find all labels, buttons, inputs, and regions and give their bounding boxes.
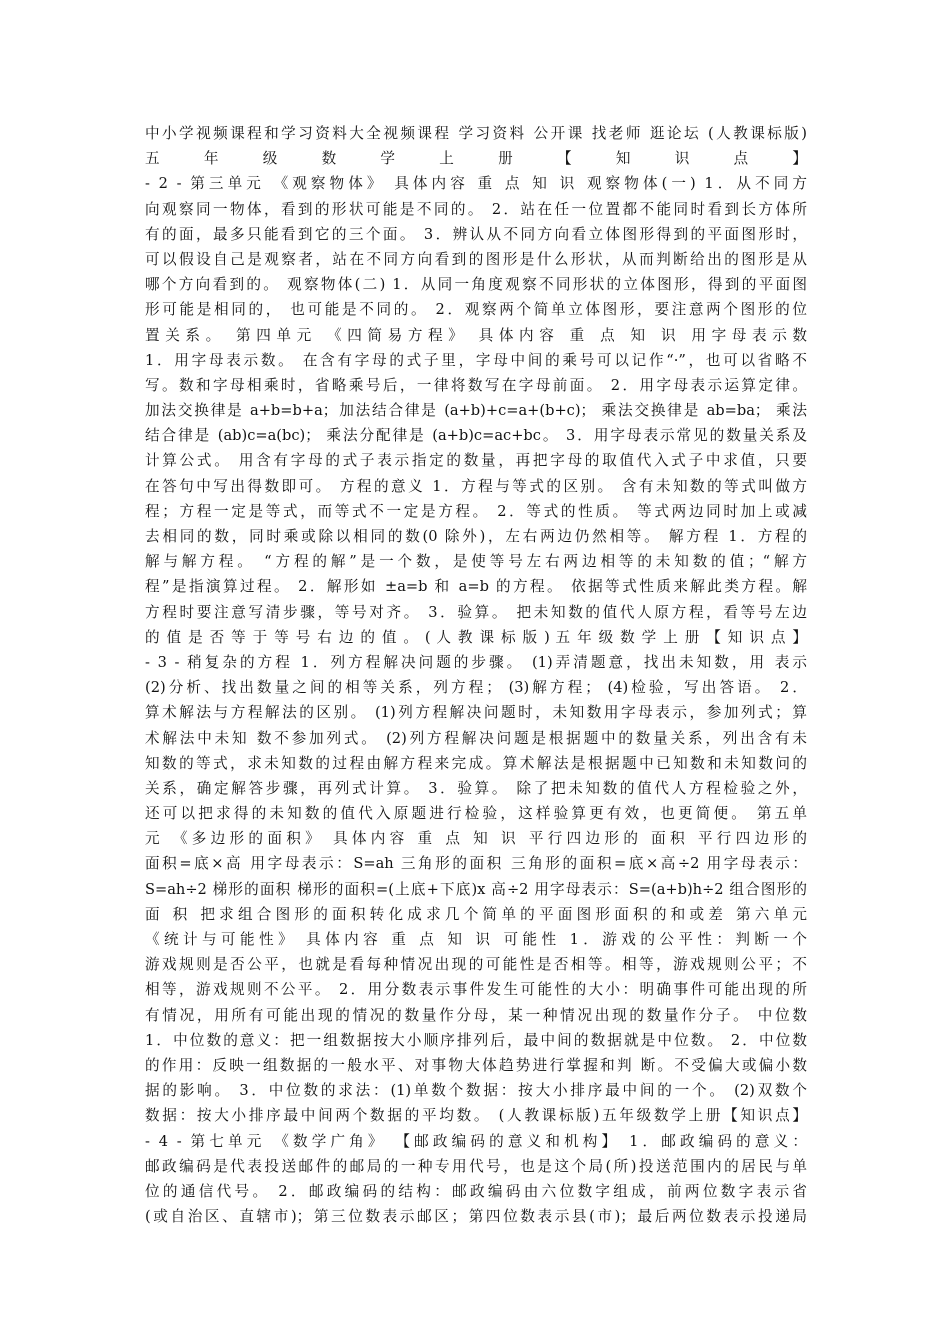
text-line: 中小学视频课程和学习资料大全视频课程 学习资料 公开课 找老师 逛论坛 (人教课标版) [145, 125, 807, 142]
text-line: 邮政编码是代表投送邮件的邮局的一种专用代号，也是这个局(所)投送范围内的居民与单 [145, 1157, 807, 1175]
text-line: 数据：按大小排序最中间两个数据的平均数。 (人教课标版)五年级数学上册【知识点】 [145, 1107, 807, 1125]
text-line: 术解法中未知 数不参加列式。 (2)列方程解决问题是根据题中的数量关系，列出含有未 [145, 729, 807, 747]
text-line: 1．用字母表示数。 在含有字母的式子里，字母中间的乘号可以记作“·”，也可以省略不 [145, 351, 807, 369]
text-line: (或自治区、直辖市)；第三位数表示邮区；第四位数表示县(市)；最后两位数表示投递局 [145, 1208, 807, 1226]
text-line: 面 积 把求组合图形的面积转化成求几个简单的平面图形面积的和或差 第六单元 [145, 905, 807, 923]
text-line: 相等，游戏规则不公平。 2．用分数表示事件发生可能性的大小：明确事件可能出现的所 [145, 981, 807, 999]
text-line: 置关系。 第四单元 《四简易方程》 具体内容 重 点 知 识 用字母表示数 [145, 326, 807, 344]
text-line: 知数的等式，求未知数的过程由解方程来完成。算术解法是根据题中已知数和未知数问的 [145, 754, 807, 772]
text-line: 的作用：反映一组数据的一般水平、对事物大体趋势进行掌握和判 断。不受偏大或偏小数 [145, 1056, 807, 1074]
text-line: 1．中位数的意义：把一组数据按大小顺序排列后，最中间的数据就是中位数。 2．中位数 [145, 1031, 807, 1049]
document-text-block [145, 121, 807, 1229]
text-line: - 4 - 第七单元 《数学广角》 【邮政编码的意义和机构】 1．邮政编码的意义： [145, 1132, 807, 1150]
text-line: - 2 - 第三单元 《观察物体》 具体内容 重 点 知 识 观察物体(一) 1．从不同方 [145, 175, 807, 193]
text-line: 的 值 是 否 等 于 等 号 右 边 的 值 。 ( 人 教 课 标 版 ) 五 年 级 数 学 上 册 【 知 识 点 】 [145, 628, 807, 646]
text-line: 向观察同一物体，看到的形状可能是不同的。 2．站在任一位置都不能同时看到长方体所 [145, 200, 807, 218]
text-line: 关系，确定解答步骤，再列式计算。 3．验算。 除了把未知数的值代人方程检验之外， [145, 779, 807, 797]
text-line: 加法交换律是 a+b=b+a；加法结合律是 (a+b)+c=a+(b+c)； 乘法交换律是 ab=ba； 乘法 [145, 402, 807, 420]
text-line: 算术解法与方程解法的区别。 (1)列方程解决问题时，未知数用字母表示，参加列式；算 [145, 704, 807, 722]
text-line: 计算公式。 用含有字母的式子表示指定的数量，再把字母的取值代入式子中求值，只要 [145, 452, 807, 470]
text-line: 位的通信代号。 2．邮政编码的结构：邮政编码由六位数字组成，前两位数字表示省 [145, 1182, 807, 1200]
text-line: 哪个方向看到的。 观察物体(二) 1．从同一角度观察不同形状的立体图形，得到的平面图 [145, 276, 807, 294]
text-line: 形可能是相同的， 也可能是不同的。 2．观察两个简单立体图形，要注意两个图形的位 [145, 301, 807, 319]
text-line: 写。数和字母相乘时，省略乘号后，一律将数写在字母前面。 2．用字母表示运算定律。 [145, 376, 807, 394]
text-line: 在答句中写出得数即可。 方程的意义 1．方程与等式的区别。 含有未知数的等式叫做方 [145, 477, 807, 495]
text-line: 结合律是 (ab)c=a(bc)； 乘法分配律是 (a+b)c=ac+bc。 3．用字母表示常见的数量关系及 [145, 427, 807, 445]
text-line: S=ah÷2 梯形的面积 梯形的面积=(上底+下底)x 高÷2 用字母表示：S=(a+b)h÷2 组合图形的 [145, 880, 807, 898]
text-line: 有的面，最多只能看到它的三个面。 3．辨认从不同方向看立体图形得到的平面图形时， [145, 225, 807, 243]
text-line: 有情况，用所有可能出现的情况的数量作分母，某一种情况出现的数量作分子。 中位数 [145, 1006, 807, 1024]
text-line: 面积=底×高 用字母表示：S=ah 三角形的面积 三角形的面积=底×高÷2 用字母表示： [145, 855, 807, 873]
text-line: (2)分析、找出数量之间的相等关系，列方程； (3)解方程； (4)检验，写出答语。 2． [145, 679, 807, 697]
text-line: 方程时要注意写清步骤，等号对齐。 3．验算。 把未知数的值代人原方程，看等号左边 [145, 603, 807, 621]
text-line: 五 年 级 数 学 上 册 【 知 识 点 】 [145, 150, 807, 168]
text-line: 去相同的数，同时乘或除以相同的数(0 除外)，左右两边仍然相等。 解方程 1．方程的 [145, 528, 807, 545]
text-line: 元 《多边形的面积》 具体内容 重 点 知 识 平行四边形的 面积 平行四边形的 [145, 830, 807, 848]
text-line: 还可以把求得的未知数的值代入原题进行检验，这样验算更有效，也更简便。 第五单 [145, 805, 807, 823]
text-line: 游戏规则是否公平，也就是看每种情况出现的可能性是否相等。相等，游戏规则公平；不 [145, 956, 807, 974]
text-line: 程”是指演算过程。 2．解形如 ±a=b 和 a=b 的方程。 依据等式性质来解此类方程。解 [145, 578, 807, 596]
text-line: 据的影响。 3．中位数的求法：(1)单数个数据：按大小排序最中间的一个。 (2)双数个 [145, 1082, 807, 1100]
text-line: 《统计与可能性》 具体内容 重 点 知 识 可能性 1．游戏的公平性：判断一个 [145, 931, 807, 948]
text-line: 可以假设自己是观察者，站在不同方向看到的图形是什么形状，从而判断给出的图形是从 [145, 250, 807, 268]
text-line: 程；方程一定是等式，而等式不一定是方程。 2．等式的性质。 等式两边同时加上或减 [145, 502, 807, 520]
text-line: 解与解方程。 “方程的解”是一个数，是使等号左右两边相等的未知数的值；“解方 [145, 553, 807, 571]
text-line: - 3 - 稍复杂的方程 1．列方程解决问题的步骤。 (1)弄清题意，找出未知数，用 表示 [145, 653, 807, 671]
